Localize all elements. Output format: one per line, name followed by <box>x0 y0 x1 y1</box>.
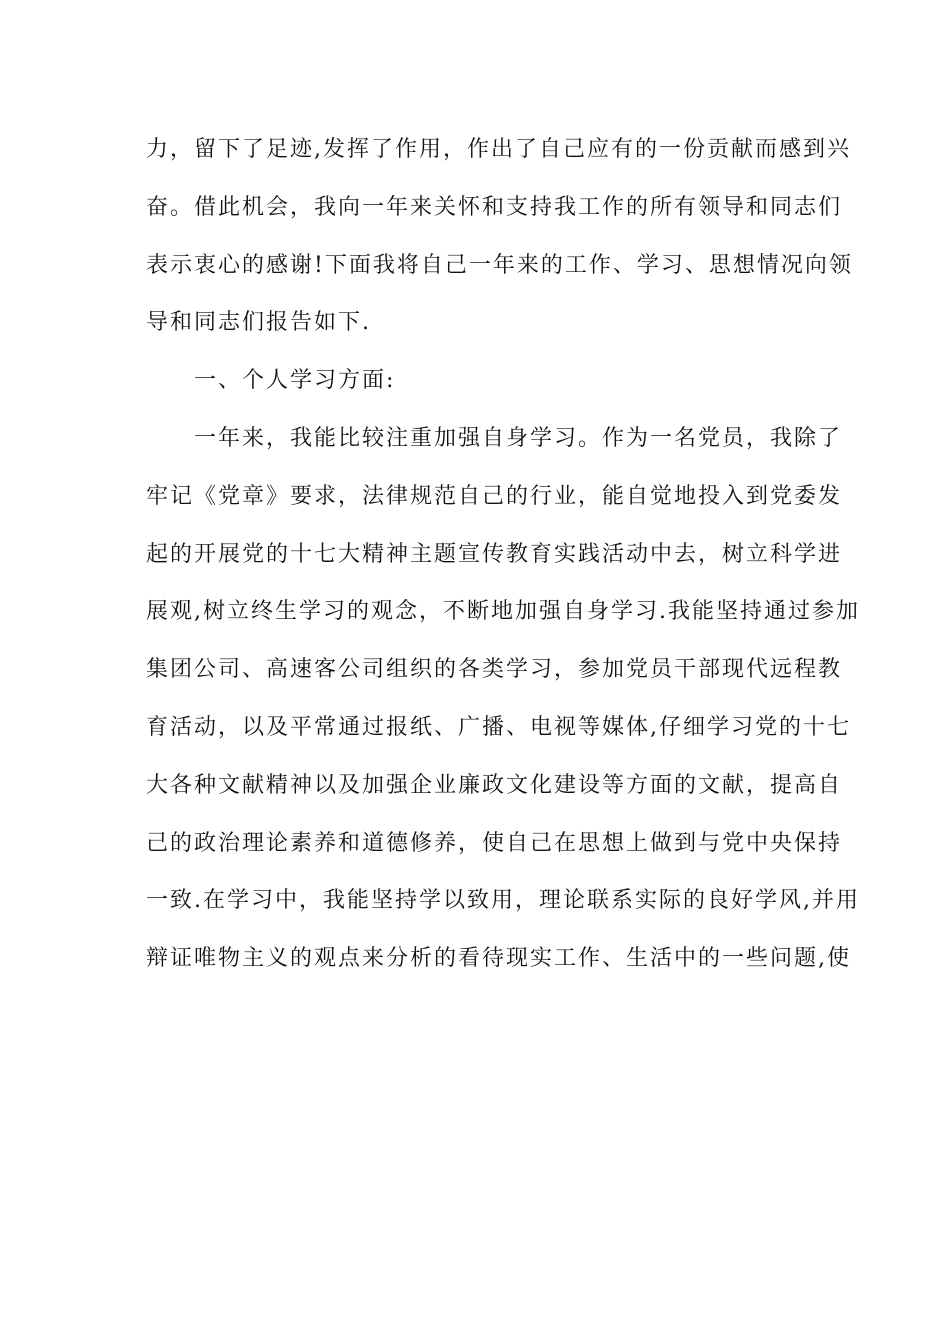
text-line: 力，留下了足迹,发挥了作用，作出了自己应有的一份贡献而感到兴 <box>146 137 851 162</box>
text-line: 一年来，我能比较注重加强自身学习。作为一名党员，我除了 <box>194 425 843 451</box>
text-line: 奋。借此机会，我向一年来关怀和支持我工作的所有领导和同志们 <box>146 194 843 220</box>
section-heading: 一、个人学习方面: <box>194 368 396 394</box>
text-line: 辩证唯物主义的观点来分析的看待现实工作、生活中的一些问题,使 <box>146 946 851 972</box>
text-line: 展观,树立终生学习的观念，不断地加强自身学习.我能坚持通过参加 <box>146 599 860 625</box>
text-line: 导和同志们报告如下. <box>146 310 371 336</box>
text-line: 大各种文献精神以及加强企业廉政文化建设等方面的文献，提高自 <box>146 772 843 798</box>
text-line: 己的政治理论素养和道德修养，使自己在思想上做到与党中央保持 <box>146 830 843 856</box>
text-line: 育活动，以及平常通过报纸、广播、电视等媒体,仔细学习党的十七 <box>146 714 851 740</box>
text-line: 集团公司、高速客公司组织的各类学习，参加党员干部现代远程教 <box>146 657 843 683</box>
text-line: 起的开展党的十七大精神主题宣传教育实践活动中去，树立科学进 <box>146 541 843 567</box>
text-line: 表示衷心的感谢!下面我将自己一年来的工作、学习、思想情况向领 <box>146 252 853 278</box>
body-text <box>146 128 860 995</box>
text-line: 一致.在学习中，我能坚持学以致用，理论联系实际的良好学风,并用 <box>146 888 860 914</box>
text-line: 牢记《党章》要求，法律规范自己的行业，能自觉地投入到党委发 <box>146 483 843 509</box>
